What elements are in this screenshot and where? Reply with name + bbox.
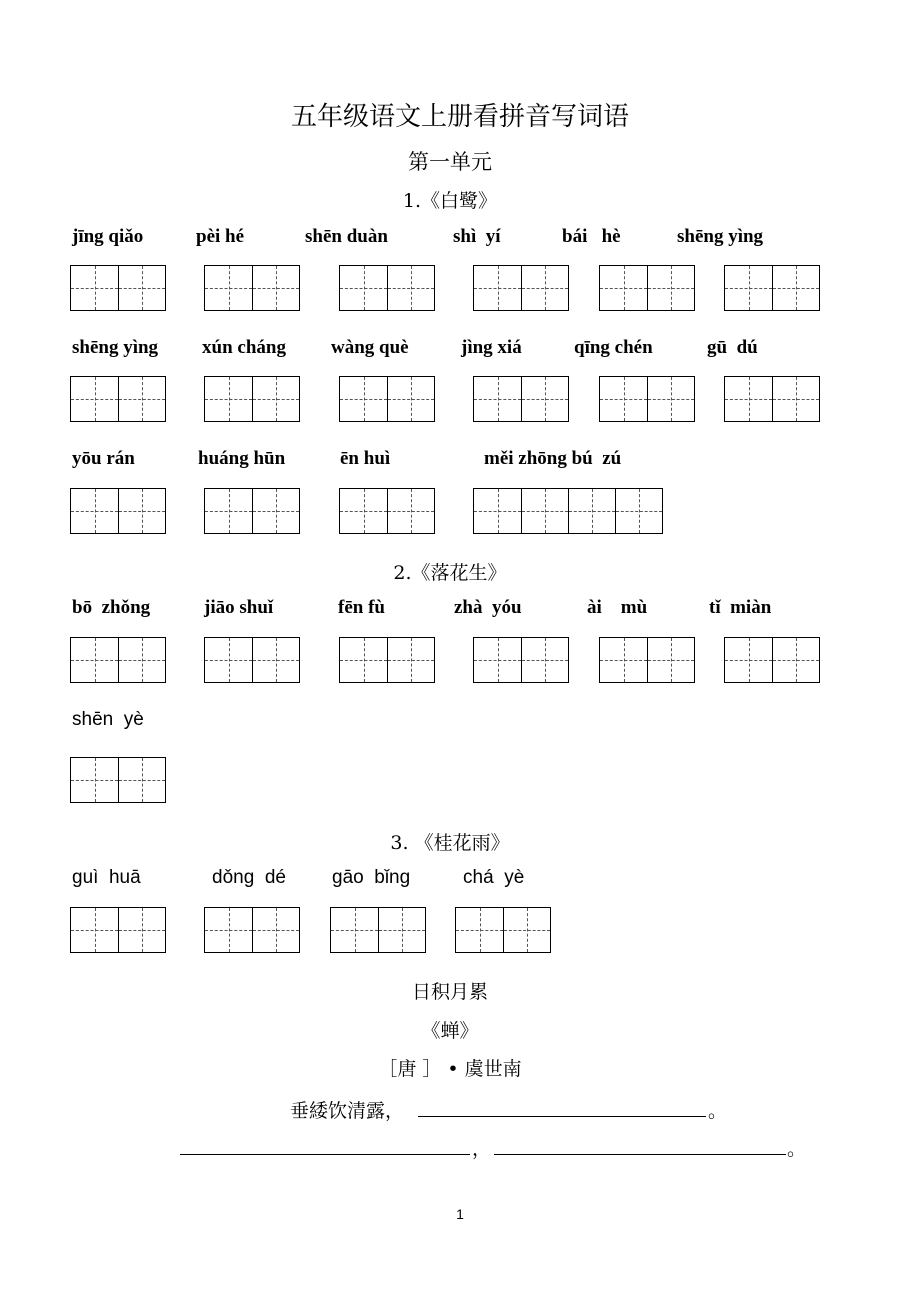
pinyin-label: jīng qiǎo [72, 226, 144, 247]
pinyin-label: jiāo shuǐ [204, 597, 274, 618]
pinyin-label: pèi hé [196, 226, 245, 247]
writing-grid[interactable] [204, 907, 300, 953]
page-number: 1 [456, 1206, 464, 1222]
writing-grid[interactable] [473, 265, 569, 311]
pinyin-label: xún cháng [202, 337, 286, 358]
blank-line[interactable] [494, 1154, 786, 1155]
pinyin-label: zhà yóu [454, 597, 522, 618]
pinyin-label: chá yè [463, 867, 525, 888]
poem-punctuation: 。 [708, 1100, 728, 1122]
writing-grid[interactable] [70, 488, 166, 534]
pinyin-label: shēng yìng [72, 337, 159, 358]
writing-grid[interactable] [70, 637, 166, 683]
pinyin-label: měi zhōng bú zú [484, 448, 622, 469]
writing-grid[interactable] [204, 637, 300, 683]
pinyin-label: shì yí [453, 226, 501, 247]
writing-grid[interactable] [339, 265, 435, 311]
writing-grid[interactable] [599, 376, 695, 422]
pinyin-label: huáng hūn [198, 448, 286, 469]
pinyin-label: yōu rán [72, 448, 135, 469]
poem-line-1-text: 垂緌饮清露， [290, 1100, 405, 1122]
pinyin-label: shēn yè [72, 709, 144, 730]
pinyin-label: shēn duàn [305, 226, 388, 247]
pinyin-label: guì huā [72, 867, 141, 888]
writing-grid[interactable] [339, 376, 435, 422]
writing-grid[interactable] [599, 265, 695, 311]
writing-grid[interactable] [70, 376, 166, 422]
lesson3-title: 3. 《桂花雨》 [390, 832, 510, 854]
writing-grid[interactable] [473, 637, 569, 683]
pinyin-label: ēn huì [340, 448, 391, 469]
page-title: 五年级语文上册看拼音写词语 [290, 101, 629, 131]
lesson1-title: 1.《白鹭》 [402, 190, 498, 212]
pinyin-label: qīng chén [574, 337, 653, 358]
pinyin-label: shēng yìng [677, 226, 764, 247]
lesson2-title: 2.《落花生》 [393, 562, 507, 584]
writing-grid[interactable] [473, 376, 569, 422]
writing-grid[interactable] [339, 637, 435, 683]
writing-grid[interactable] [70, 265, 166, 311]
writing-grid[interactable] [724, 265, 820, 311]
pinyin-label: bái hè [562, 226, 621, 247]
writing-grid[interactable] [339, 488, 435, 534]
poem-author: ［唐 ］ • 虞世南 [378, 1058, 522, 1080]
blank-line[interactable] [418, 1116, 706, 1117]
poem-title: 《蝉》 [421, 1020, 479, 1042]
writing-grid[interactable] [599, 637, 695, 683]
writing-grid-four[interactable] [473, 488, 663, 534]
writing-grid[interactable] [204, 265, 300, 311]
writing-grid[interactable] [70, 757, 166, 803]
accumulation-heading: 日积月累 [411, 981, 488, 1003]
poem-punctuation: 。 [787, 1138, 807, 1160]
writing-grid[interactable] [455, 907, 551, 953]
pinyin-label: dǒng dé [212, 867, 286, 888]
writing-grid[interactable] [724, 376, 820, 422]
writing-grid[interactable] [724, 637, 820, 683]
pinyin-label: gāo bǐng [332, 867, 411, 888]
pinyin-label: ài mù [587, 597, 648, 618]
writing-grid[interactable] [204, 488, 300, 534]
unit-heading: 第一单元 [408, 150, 492, 174]
poem-punctuation: ， [472, 1138, 492, 1160]
writing-grid[interactable] [330, 907, 426, 953]
pinyin-label: gū dú [707, 337, 758, 358]
pinyin-label: jìng xiá [461, 337, 522, 358]
blank-line[interactable] [180, 1154, 470, 1155]
pinyin-label: fēn fù [338, 597, 385, 618]
pinyin-label: bō zhǒng [72, 597, 151, 618]
writing-grid[interactable] [70, 907, 166, 953]
pinyin-label: tǐ miàn [709, 597, 772, 618]
writing-grid[interactable] [204, 376, 300, 422]
pinyin-label: wàng què [331, 337, 409, 358]
